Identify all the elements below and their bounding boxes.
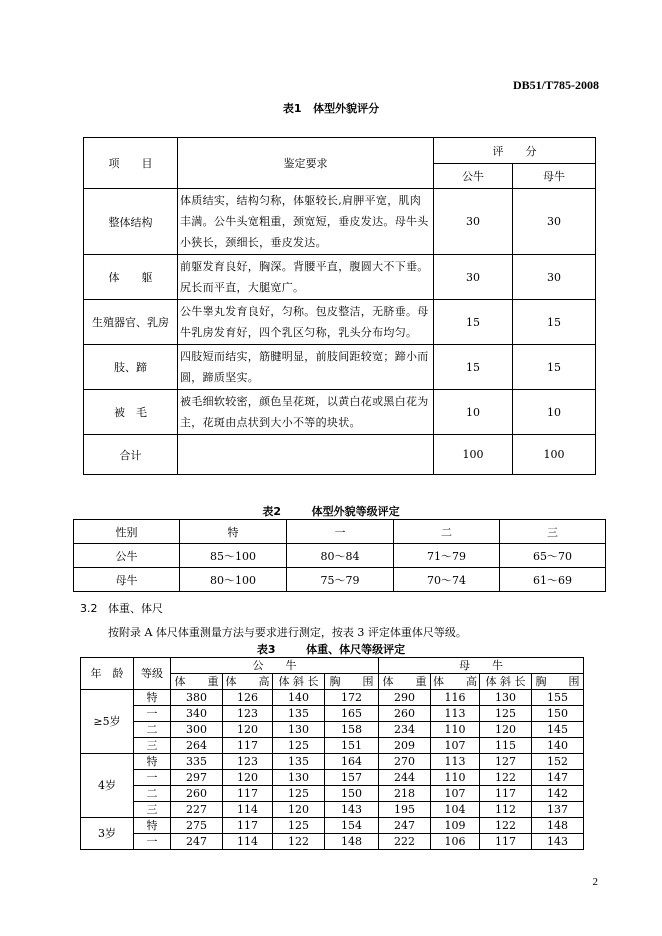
measure-cell: 113 xyxy=(431,754,480,770)
row-cow-score: 15 xyxy=(513,300,596,345)
grade-cell: 特 xyxy=(134,754,171,770)
table2-cell: 65～70 xyxy=(500,544,606,568)
measure-cell: 335 xyxy=(171,754,223,770)
measure-cell: 106 xyxy=(431,834,480,850)
measure-cell: 147 xyxy=(532,770,584,786)
age-group: 4岁 xyxy=(81,754,134,818)
row-item: 体 躯 xyxy=(84,255,178,300)
measure-cell: 107 xyxy=(431,786,480,802)
measure-cell: 130 xyxy=(273,770,325,786)
row-bull-score: 100 xyxy=(434,435,513,475)
header-requirement: 鉴定要求 xyxy=(178,138,434,189)
row-requirement xyxy=(178,189,434,255)
header-bull-height: 体 高 xyxy=(223,674,273,690)
measure-cell: 172 xyxy=(325,690,379,706)
row-requirement xyxy=(178,345,434,390)
measure-cell: 148 xyxy=(532,818,584,834)
grade-cell: 二 xyxy=(134,786,171,802)
header-bull: 公 牛 xyxy=(171,658,379,674)
table3-row xyxy=(81,706,584,722)
table2-cell: 61～69 xyxy=(500,568,606,592)
measure-cell: 260 xyxy=(171,786,223,802)
measure-cell: 264 xyxy=(171,738,223,754)
table1-row xyxy=(84,255,596,300)
measure-cell: 122 xyxy=(480,770,532,786)
measure-cell: 110 xyxy=(431,722,480,738)
measure-cell: 113 xyxy=(431,706,480,722)
requirement-line: 四肢短而结实，筋腱明显，前肢间距较宽；蹄小而 xyxy=(180,350,429,363)
section-title: 3.2 体重、体尺 xyxy=(80,602,163,615)
row-bull-score: 30 xyxy=(434,189,513,255)
measure-cell: 114 xyxy=(223,802,273,818)
requirement-line: 牛乳房发育好，四个乳区匀称，乳头分布均匀。 xyxy=(180,326,418,339)
measure-cell: 340 xyxy=(171,706,223,722)
table2-header-cell: 性别 xyxy=(74,520,180,544)
measure-cell: 114 xyxy=(223,834,273,850)
measure-cell: 116 xyxy=(431,690,480,706)
measure-cell: 148 xyxy=(325,834,379,850)
grade-cell: 三 xyxy=(134,738,171,754)
row-bull-score: 30 xyxy=(434,255,513,300)
table2-header-cell: 一 xyxy=(287,520,394,544)
table2-cell: 公牛 xyxy=(74,544,180,568)
table2-header-row xyxy=(74,520,606,544)
measure-cell: 275 xyxy=(171,818,223,834)
table3-row xyxy=(81,834,584,850)
requirement-line: 体质结实，结构匀称，体躯较长,肩胛平宽，肌肉 xyxy=(180,194,422,207)
measure-cell: 123 xyxy=(223,754,273,770)
grade-cell: 二 xyxy=(134,722,171,738)
table2-cell: 70～74 xyxy=(394,568,500,592)
table3-weight-size xyxy=(80,657,584,850)
grade-cell: 三 xyxy=(134,802,171,818)
table2-header-cell: 特 xyxy=(180,520,287,544)
measure-cell: 140 xyxy=(532,738,584,754)
measure-cell: 117 xyxy=(223,786,273,802)
requirement-line: 公牛睾丸发育良好，匀称。包皮整洁，无脐垂。母 xyxy=(180,305,429,318)
row-cow-score: 30 xyxy=(513,255,596,300)
table2-header-cell: 三 xyxy=(500,520,606,544)
row-bull-score: 15 xyxy=(434,300,513,345)
measure-cell: 120 xyxy=(273,802,325,818)
table2-row xyxy=(74,568,606,592)
age-group: ≥5岁 xyxy=(81,690,134,754)
measure-cell: 130 xyxy=(480,690,532,706)
table2-row xyxy=(74,544,606,568)
measure-cell: 155 xyxy=(532,690,584,706)
measure-cell: 234 xyxy=(379,722,431,738)
measure-cell: 140 xyxy=(273,690,325,706)
measure-cell: 125 xyxy=(273,818,325,834)
row-requirement xyxy=(178,390,434,435)
grade-cell: 一 xyxy=(134,770,171,786)
measure-cell: 125 xyxy=(480,706,532,722)
measure-cell: 122 xyxy=(480,818,532,834)
requirement-line: 尻长而平直，大腿宽广。 xyxy=(180,281,305,294)
header-age: 年 龄 xyxy=(81,658,134,690)
measure-cell: 150 xyxy=(532,706,584,722)
measure-cell: 209 xyxy=(379,738,431,754)
measure-cell: 137 xyxy=(532,802,584,818)
measure-cell: 380 xyxy=(171,690,223,706)
table2-cell: 母牛 xyxy=(74,568,180,592)
table3-row xyxy=(81,722,584,738)
table1-row xyxy=(84,189,596,255)
row-item: 合计 xyxy=(84,435,178,475)
measure-cell: 107 xyxy=(431,738,480,754)
header-bull: 公牛 xyxy=(434,164,513,189)
measure-cell: 117 xyxy=(223,818,273,834)
table3-row xyxy=(81,802,584,818)
table3-row xyxy=(81,754,584,770)
age-group: 3岁 xyxy=(81,818,134,850)
table3-row xyxy=(81,786,584,802)
grade-cell: 一 xyxy=(134,706,171,722)
table2-cell: 80～100 xyxy=(180,568,287,592)
requirement-line: 被毛细软较密，颜色呈花斑，以黄白花或黑白花为 xyxy=(180,395,429,408)
measure-cell: 247 xyxy=(171,834,223,850)
row-requirement xyxy=(178,300,434,345)
table2-cell: 80～84 xyxy=(287,544,394,568)
measure-cell: 164 xyxy=(325,754,379,770)
document-id: DB51/T785-2008 xyxy=(512,78,599,92)
measure-cell: 135 xyxy=(273,706,325,722)
measure-cell: 117 xyxy=(480,834,532,850)
page-number: 2 xyxy=(592,876,598,888)
measure-cell: 127 xyxy=(480,754,532,770)
measure-cell: 157 xyxy=(325,770,379,786)
row-bull-score: 10 xyxy=(434,390,513,435)
measure-cell: 247 xyxy=(379,818,431,834)
measure-cell: 145 xyxy=(532,722,584,738)
measure-cell: 117 xyxy=(480,786,532,802)
table3-caption: 表3 体重、体尺等级评定 xyxy=(256,643,406,656)
row-item: 肢、蹄 xyxy=(84,345,178,390)
header-bull-weight: 体 重 xyxy=(171,674,223,690)
measure-cell: 270 xyxy=(379,754,431,770)
table2-cell: 75～79 xyxy=(287,568,394,592)
header-cow: 母牛 xyxy=(513,164,596,189)
header-score: 评 分 xyxy=(434,138,596,164)
table2-grade xyxy=(73,519,606,592)
measure-cell: 222 xyxy=(379,834,431,850)
measure-cell: 104 xyxy=(431,802,480,818)
header-cow-height: 体 高 xyxy=(431,674,480,690)
measure-cell: 152 xyxy=(532,754,584,770)
measure-cell: 143 xyxy=(532,834,584,850)
table2-caption: 表2 体型外貌等级评定 xyxy=(262,505,400,518)
measure-cell: 120 xyxy=(223,722,273,738)
row-cow-score: 100 xyxy=(513,435,596,475)
table1-row xyxy=(84,435,596,475)
header-bull-chest: 胸 围 xyxy=(325,674,379,690)
row-item: 被 毛 xyxy=(84,390,178,435)
requirement-line: 圆，蹄质坚实。 xyxy=(180,371,260,384)
header-grade: 等级 xyxy=(134,658,171,690)
table3-row xyxy=(81,770,584,786)
measure-cell: 158 xyxy=(325,722,379,738)
table1-row xyxy=(84,300,596,345)
table2-cell: 85～100 xyxy=(180,544,287,568)
measure-cell: 142 xyxy=(532,786,584,802)
measure-cell: 218 xyxy=(379,786,431,802)
row-cow-score: 30 xyxy=(513,189,596,255)
table1-row xyxy=(84,390,596,435)
table3-row xyxy=(81,690,584,706)
header-cow-oblique: 体 斜 长 xyxy=(480,674,532,690)
row-requirement xyxy=(178,255,434,300)
table3-row xyxy=(81,738,584,754)
measure-cell: 126 xyxy=(223,690,273,706)
measure-cell: 120 xyxy=(223,770,273,786)
row-item: 生殖器官、乳房 xyxy=(84,300,178,345)
grade-cell: 一 xyxy=(134,834,171,850)
row-bull-score: 15 xyxy=(434,345,513,390)
grade-cell: 特 xyxy=(134,818,171,834)
row-item: 整体结构 xyxy=(84,189,178,255)
measure-cell: 123 xyxy=(223,706,273,722)
measure-cell: 135 xyxy=(273,754,325,770)
requirement-line: 小狭长，颈细长，垂皮发达。 xyxy=(180,236,327,249)
header-cow-weight: 体 重 xyxy=(379,674,431,690)
requirement-line: 前躯发育良好，胸深。背腰平直，腹圆大不下垂。 xyxy=(180,260,429,273)
measure-cell: 122 xyxy=(273,834,325,850)
measure-cell: 112 xyxy=(480,802,532,818)
measure-cell: 290 xyxy=(379,690,431,706)
header-bull-oblique: 体 斜 长 xyxy=(273,674,325,690)
table3-row xyxy=(81,818,584,834)
measure-cell: 115 xyxy=(480,738,532,754)
measure-cell: 125 xyxy=(273,738,325,754)
section-paragraph: 按附录 A 体尺体重测量方法与要求进行测定，按表 3 评定体重体尺等级。 xyxy=(108,626,467,639)
requirement-line: 丰满。公牛头宽粗重，颈宽短，垂皮发达。母牛头 xyxy=(180,215,429,228)
measure-cell: 110 xyxy=(431,770,480,786)
measure-cell: 227 xyxy=(171,802,223,818)
table2-header-cell: 二 xyxy=(394,520,500,544)
grade-cell: 特 xyxy=(134,690,171,706)
table1-appearance-score xyxy=(83,137,596,475)
row-cow-score: 15 xyxy=(513,345,596,390)
measure-cell: 117 xyxy=(223,738,273,754)
row-requirement xyxy=(178,435,434,475)
measure-cell: 150 xyxy=(325,786,379,802)
measure-cell: 244 xyxy=(379,770,431,786)
header-cow-chest: 胸 围 xyxy=(532,674,584,690)
header-item: 项 目 xyxy=(84,138,178,189)
table2-cell: 71～79 xyxy=(394,544,500,568)
measure-cell: 109 xyxy=(431,818,480,834)
measure-cell: 143 xyxy=(325,802,379,818)
measure-cell: 300 xyxy=(171,722,223,738)
measure-cell: 165 xyxy=(325,706,379,722)
measure-cell: 130 xyxy=(273,722,325,738)
measure-cell: 120 xyxy=(480,722,532,738)
table1-row xyxy=(84,345,596,390)
row-cow-score: 10 xyxy=(513,390,596,435)
table1-caption: 表1 体型外貌评分 xyxy=(282,102,380,115)
measure-cell: 154 xyxy=(325,818,379,834)
measure-cell: 125 xyxy=(273,786,325,802)
measure-cell: 297 xyxy=(171,770,223,786)
measure-cell: 260 xyxy=(379,706,431,722)
header-cow: 母 牛 xyxy=(379,658,584,674)
measure-cell: 195 xyxy=(379,802,431,818)
measure-cell: 151 xyxy=(325,738,379,754)
requirement-line: 主，花斑由点状到大小不等的块状。 xyxy=(180,416,361,429)
